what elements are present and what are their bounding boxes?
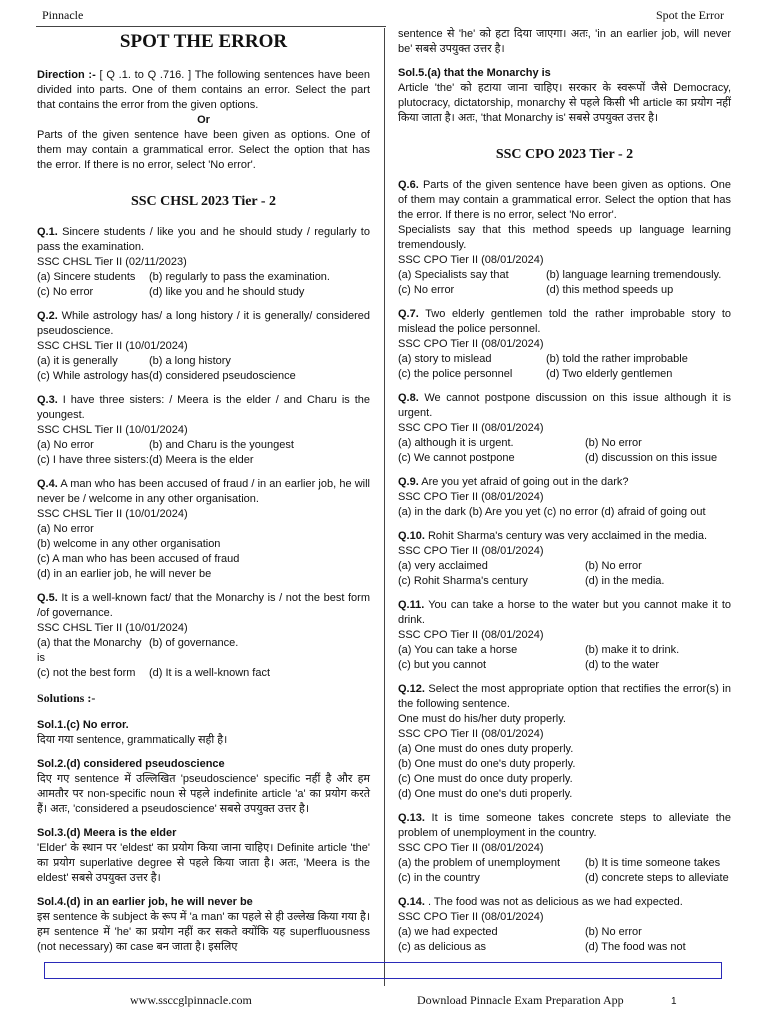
solution-title: Sol.1.(c) No error. bbox=[37, 719, 129, 731]
option: (d) in the media. bbox=[585, 575, 665, 587]
left-column bbox=[37, 30, 370, 964]
option-row bbox=[398, 559, 731, 574]
question-item bbox=[398, 895, 731, 955]
option: (c) No error bbox=[398, 284, 455, 296]
question-item bbox=[398, 391, 731, 466]
option: (b) regularly to pass the examination. bbox=[149, 271, 330, 283]
question-stem bbox=[398, 811, 731, 841]
option: (a) the problem of unemployment bbox=[398, 857, 561, 869]
option: (c) I have three sisters: bbox=[37, 454, 149, 466]
option: (d) One must do one's duti properly. bbox=[398, 788, 573, 800]
option: (b) One must do one's duty properly. bbox=[398, 758, 576, 770]
direction-alt: Parts of the given sentence have been given as options. One of them may contain a grammatical error. Select the option that has the error. If there is no error, select 'No error'. bbox=[37, 129, 370, 171]
question-stem bbox=[37, 225, 370, 255]
option: (c) No error bbox=[37, 286, 94, 298]
header-section-title: Spot the Error bbox=[656, 8, 724, 22]
option-row bbox=[398, 574, 731, 589]
option: (b) make it to drink. bbox=[585, 644, 680, 656]
option: (b) No error bbox=[585, 926, 642, 938]
question-source: SSC CPO Tier II (08/01/2024) bbox=[398, 842, 544, 854]
option: (b) of governance. bbox=[149, 637, 239, 649]
question-number: Q.8. bbox=[398, 392, 419, 404]
question-item bbox=[398, 307, 731, 382]
question-source: SSC CPO Tier II (08/01/2024) bbox=[398, 911, 544, 923]
question-stem bbox=[398, 529, 731, 544]
left-question-list bbox=[37, 225, 370, 681]
option: (d) discussion on this issue bbox=[585, 452, 718, 464]
option-row bbox=[398, 658, 731, 673]
option: (c) One must do once duty properly. bbox=[398, 773, 573, 785]
footer-website[interactable]: www.ssccglpinnacle.com bbox=[130, 993, 252, 1007]
option-row bbox=[37, 636, 370, 666]
option: (a) No error bbox=[37, 439, 94, 451]
question-item bbox=[37, 393, 370, 468]
question-item bbox=[37, 309, 370, 384]
question-sentence: One must do his/her duty properly. bbox=[398, 713, 566, 725]
question-number: Q.5. bbox=[37, 592, 58, 604]
solution-text: 'Elder' के स्थान पर 'eldest' का प्रयोग किया जाना चाहिए। Definite article 'the' का प्रयोग superlative degree से पहले किया जाता है। अतः, 'Meera is the eldest' सबसे उपयुक्त उत्तर है। bbox=[37, 842, 370, 884]
option: (c) While astrology has bbox=[37, 370, 149, 382]
question-item bbox=[398, 811, 731, 886]
option: (b) No error bbox=[585, 437, 642, 449]
page-number: 1 bbox=[671, 996, 677, 1007]
option-row bbox=[37, 369, 370, 384]
option: (b) It is time someone takes bbox=[585, 857, 721, 869]
page-title: SPOT THE ERROR bbox=[119, 31, 288, 52]
header-rule bbox=[36, 26, 386, 27]
option-row bbox=[398, 643, 731, 658]
option: (c) in the country bbox=[398, 872, 480, 884]
question-number: Q.11. bbox=[398, 599, 425, 611]
question-text: A man who has been accused of fraud / in an earlier job, he will never be / welcome in any other organisation. bbox=[37, 478, 371, 505]
question-text: Are you yet afraid of going out in the dark? bbox=[421, 476, 629, 488]
option: (c) not the best form bbox=[37, 667, 136, 679]
direction-text bbox=[37, 68, 370, 113]
question-source: SSC CPO Tier II (08/01/2024) bbox=[398, 422, 544, 434]
direction-label: Direction :- bbox=[37, 69, 96, 81]
question-stem bbox=[398, 475, 731, 490]
option: (c) Rohit Sharma's century bbox=[398, 575, 528, 587]
solution-item bbox=[37, 718, 370, 748]
question-source: SSC CPO Tier II (08/01/2024) bbox=[398, 728, 544, 740]
option: (a) story to mislead bbox=[398, 353, 492, 365]
option-row bbox=[398, 856, 731, 871]
question-source: SSC CPO Tier II (08/01/2024) bbox=[398, 629, 544, 641]
question-number: Q.10. bbox=[398, 530, 425, 542]
question-stem bbox=[398, 682, 731, 712]
question-number: Q.12. bbox=[398, 683, 425, 695]
footer-app-promo: Download Pinnacle Exam Preparation App bbox=[417, 993, 624, 1007]
option: (c) A man who has been accused of fraud bbox=[37, 553, 240, 565]
question-source: SSC CPO Tier II (08/01/2024) bbox=[398, 254, 544, 266]
option: (d) in an earlier job, he will never be bbox=[37, 568, 212, 580]
option: (c) but you cannot bbox=[398, 659, 487, 671]
question-number: Q.6. bbox=[398, 179, 419, 191]
option: (d) to the water bbox=[585, 659, 659, 671]
option-row bbox=[37, 354, 370, 369]
solution-4-continued: sentence से 'he' को हटा दिया जाएगा। अतः, 'in an earlier job, will never be' सबसे उपयुक्त उत्तर है। bbox=[398, 28, 731, 55]
option: (c) We cannot postpone bbox=[398, 452, 515, 464]
option: (a) we had expected bbox=[398, 926, 498, 938]
question-source: SSC CHSL Tier II (10/01/2024) bbox=[37, 622, 188, 634]
option-row bbox=[398, 940, 731, 955]
direction-body: [ Q .1. to Q .716. ] The following sentences have been divided into parts. One of them contains an error. Select the part that contains the error from the given options. bbox=[37, 69, 370, 111]
option-row bbox=[37, 270, 370, 285]
question-sentence: Specialists say that this method speeds up language learning tremendously. bbox=[398, 224, 731, 251]
option: (d) concrete steps to alleviate bbox=[585, 872, 729, 884]
option: (b) and Charu is the youngest bbox=[149, 439, 294, 451]
option: (d) The food was not bbox=[585, 941, 686, 953]
question-item bbox=[398, 598, 731, 673]
question-stem bbox=[37, 477, 370, 507]
question-number: Q.4. bbox=[37, 478, 58, 490]
solution-item bbox=[37, 826, 370, 886]
question-text: I have three sisters: / Meera is the elder / and Charu is the youngest. bbox=[37, 394, 370, 421]
section-heading-cpo: SSC CPO 2023 Tier - 2 bbox=[495, 147, 634, 162]
option: (d) this method speeds up bbox=[546, 284, 674, 296]
question-number: Q.2. bbox=[37, 310, 58, 322]
option: (a) it is generally bbox=[37, 355, 118, 367]
question-item bbox=[398, 178, 731, 298]
question-stem bbox=[398, 598, 731, 628]
right-question-list bbox=[398, 178, 731, 955]
option-row bbox=[37, 453, 370, 468]
question-number: Q.14. bbox=[398, 896, 425, 908]
question-number: Q.7. bbox=[398, 308, 419, 320]
question-stem bbox=[398, 391, 731, 421]
question-item bbox=[37, 225, 370, 300]
solution-item bbox=[37, 757, 370, 817]
option-row bbox=[398, 352, 731, 367]
question-number: Q.9. bbox=[398, 476, 419, 488]
option: (b) a long history bbox=[149, 355, 231, 367]
option: (c) as delicious as bbox=[398, 941, 487, 953]
option-row bbox=[37, 666, 370, 681]
question-item bbox=[398, 475, 731, 520]
option: (a) in the dark (b) Are you yet (c) no error (d) afraid of going out bbox=[398, 506, 706, 518]
option: (a) that the Monarchy is bbox=[37, 637, 142, 664]
question-number: Q.13. bbox=[398, 812, 425, 824]
option-row bbox=[398, 451, 731, 466]
option-row bbox=[398, 925, 731, 940]
option: (b) language learning tremendously. bbox=[546, 269, 722, 281]
option: (a) One must do ones duty properly. bbox=[398, 743, 574, 755]
question-stem bbox=[398, 178, 731, 223]
question-source: SSC CHSL Tier II (10/01/2024) bbox=[37, 508, 188, 520]
option-row bbox=[37, 285, 370, 300]
question-source: SSC CHSL Tier II (02/11/2023) bbox=[37, 256, 187, 268]
question-item bbox=[37, 591, 370, 681]
option: (d) Two elderly gentlemen bbox=[546, 368, 673, 380]
question-text: You can take a horse to the water but you cannot make it to drink. bbox=[398, 599, 731, 626]
option-row bbox=[398, 283, 731, 298]
option: (b) welcome in any other organisation bbox=[37, 538, 221, 550]
option-row bbox=[398, 268, 731, 283]
question-text: It is a well-known fact/ that the Monarchy is / not the best form /of governance. bbox=[37, 592, 370, 619]
question-text: . The food was not as delicious as we had expected. bbox=[427, 896, 683, 908]
question-item bbox=[398, 529, 731, 589]
option-row bbox=[398, 871, 731, 886]
solution-title: Sol.2.(d) considered pseudoscience bbox=[37, 758, 225, 770]
option: (b) told the rather improbable bbox=[546, 353, 688, 365]
option: (d) considered pseudoscience bbox=[149, 370, 296, 382]
solutions-heading: Solutions :- bbox=[37, 691, 96, 705]
column-divider bbox=[384, 28, 385, 986]
question-text: We cannot postpone discussion on this issue although it is urgent. bbox=[398, 392, 731, 419]
option-row bbox=[37, 438, 370, 453]
question-source: SSC CHSL Tier II (10/01/2024) bbox=[37, 424, 188, 436]
question-stem bbox=[37, 591, 370, 621]
section-heading-chsl: SSC CHSL 2023 Tier - 2 bbox=[130, 194, 277, 209]
question-source: SSC CPO Tier II (08/01/2024) bbox=[398, 545, 544, 557]
question-item bbox=[398, 682, 731, 802]
option: (d) Meera is the elder bbox=[149, 454, 254, 466]
option-row bbox=[398, 367, 731, 382]
option: (a) No error bbox=[37, 523, 94, 535]
solution-list bbox=[37, 718, 370, 955]
question-source: SSC CHSL Tier II (10/01/2024) bbox=[37, 340, 188, 352]
option: (d) like you and he should study bbox=[149, 286, 305, 298]
solution-title: Sol.4.(d) in an earlier job, he will never be bbox=[37, 896, 253, 908]
solution-text: दिए गए sentence में उल्लिखित 'pseudoscience' specific नहीं है और हम आमतौर पर non-specific noun से पहले indefinite article 'a' का प्रयोग करते हैं। अतः, 'considered a pseudoscience' सबसे उपयुक्त उत्तर है। bbox=[37, 773, 370, 815]
question-stem bbox=[37, 393, 370, 423]
question-stem bbox=[37, 309, 370, 339]
question-text: Parts of the given sentence have been given as options. One of them may contain a grammatical error. Select the option that has the error. If there is no error, select 'No error'. bbox=[398, 179, 732, 221]
direction-or: Or bbox=[197, 114, 210, 126]
option: (c) the police personnel bbox=[398, 368, 513, 380]
option: (a) although it is urgent. bbox=[398, 437, 514, 449]
option: (a) You can take a horse bbox=[398, 644, 518, 656]
highlight-box bbox=[44, 962, 722, 979]
solution-text: दिया गया sentence, grammatically सही है। bbox=[37, 734, 228, 746]
question-source: SSC CPO Tier II (08/01/2024) bbox=[398, 338, 544, 350]
solution-5 bbox=[398, 66, 731, 126]
solution-title: Sol.3.(d) Meera is the elder bbox=[37, 827, 177, 839]
question-text: Sincere students / like you and he should study / regularly to pass the examination. bbox=[37, 226, 370, 253]
solution-text: Article 'the' को हटाया जाना चाहिए। सरकार के स्वरूपों जैसे Democracy, plutocracy, dictatorship, monarchy से पहले किसी भी article का प्रयोग नहीं किया जाता है। अतः, 'that Monarchy is' सबसे उपयुक्त उत्तर है। bbox=[398, 82, 731, 124]
option: (a) Sincere students bbox=[37, 271, 136, 283]
solution-item bbox=[37, 895, 370, 955]
question-number: Q.1. bbox=[37, 226, 58, 238]
question-text: Two elderly gentlemen told the rather improbable story to mislead the police personnel. bbox=[398, 308, 731, 335]
option: (d) It is a well-known fact bbox=[149, 667, 271, 679]
right-column bbox=[398, 27, 731, 964]
question-source: SSC CPO Tier II (08/01/2024) bbox=[398, 491, 544, 503]
question-item bbox=[37, 477, 370, 582]
question-stem bbox=[398, 307, 731, 337]
question-stem bbox=[398, 895, 731, 910]
question-number: Q.3. bbox=[37, 394, 58, 406]
option: (b) No error bbox=[585, 560, 642, 572]
question-text: While astrology has/ a long history / it is generally/ considered pseudoscience. bbox=[37, 310, 370, 337]
solution-title: Sol.5.(a) that the Monarchy is bbox=[398, 67, 551, 79]
question-text: It is time someone takes concrete steps to alleviate the problem of unemployment in the country. bbox=[398, 812, 731, 839]
header-brand: Pinnacle bbox=[42, 8, 84, 22]
solution-text: इस sentence के subject के रूप में 'a man' का पहले से ही उल्लेख किया गया है। हम sentence में 'he' का प्रयोग नहीं कर सकते क्योंकि यह superfluousness (not necessary) का case बन जाता है। इसलिए bbox=[37, 911, 370, 953]
option: (a) very acclaimed bbox=[398, 560, 488, 572]
question-text: Select the most appropriate option that rectifies the error(s) in the following sentence. bbox=[398, 683, 731, 710]
option-row bbox=[398, 436, 731, 451]
option: (a) Specialists say that bbox=[398, 269, 509, 281]
question-text: Rohit Sharma's century was very acclaimed in the media. bbox=[427, 530, 708, 542]
